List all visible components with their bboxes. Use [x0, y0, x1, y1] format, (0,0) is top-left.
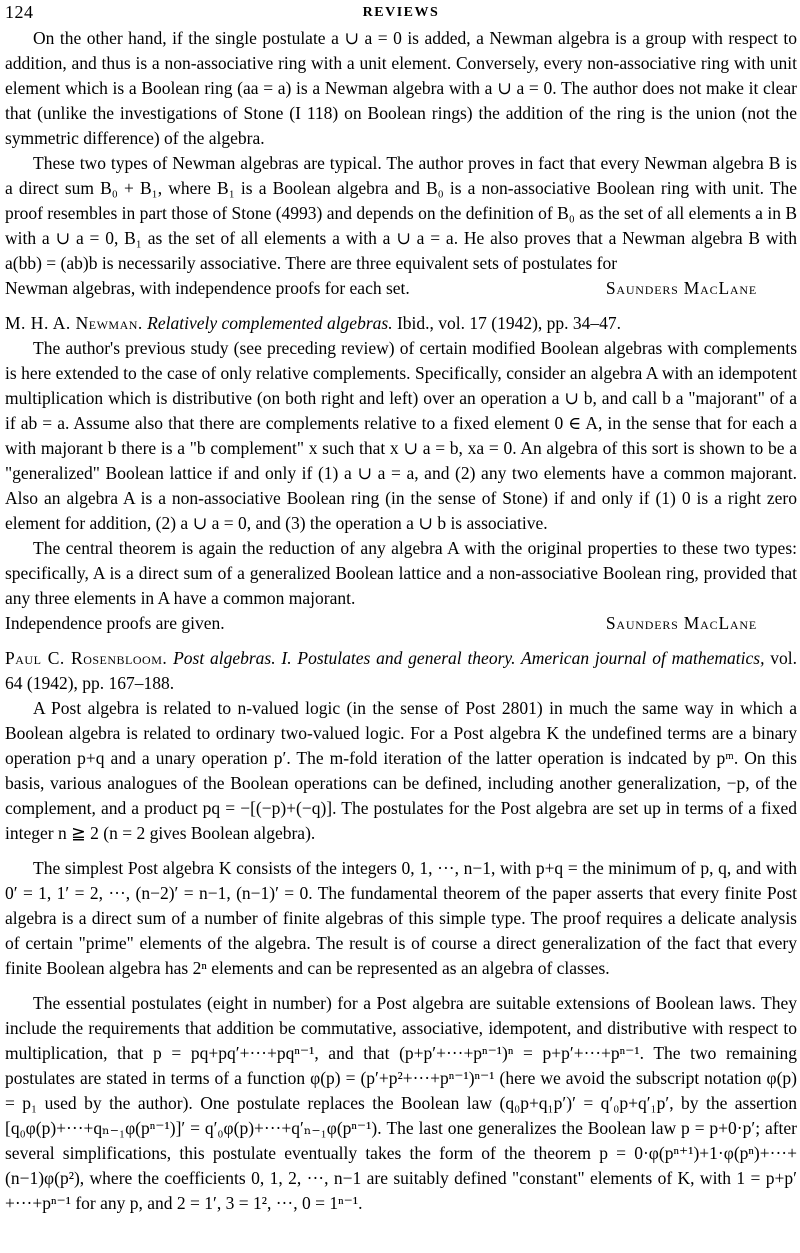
review2-closing-line — [5, 611, 797, 636]
review-post-algebras — [5, 646, 797, 1216]
review3-paragraph-1: A Post algebra is related to n-valued logic (in the sense of Post 2801) in much the same way in which a Boolean algebra is related to ordinary two-valued logic. For a Post algebra K the undefined terms are a binary operation p+q and a unary operation p′. The m-fold iteration of the latter operation is indcated by pᵐ. On this basis, various analogues of the Boolean operations can be defined, including another generalization, −p, of the complement, and a product pq = −[(−p)+(−q)]. The postulates for the Post algebra are set up in terms of a fixed integer n ≧ 2 (n = 2 gives Boolean algebra). — [5, 698, 797, 843]
review2-paragraph-2: The central theorem is again the reduction of any algebra A with the original properties to these two types: specifically, A is a direct sum of a generalized Boolean lattice and a non-associative Boolean ring, provided that any three elements in A have a common majorant. — [5, 538, 797, 608]
page-header — [5, 0, 797, 26]
page-number: 124 — [5, 2, 34, 22]
review1-paragraph-1: On the other hand, if the single postulate a ∪ a = 0 is added, a Newman algebra is a group with respect to addition, and thus is a non-associative ring with a unit element. Conversely, every non-associative ring with unit element which is a Boolean ring (aa = a) is a Newman algebra with a ∪ a = 0. The author does not make it clear that (unlike the investigations of Stone (I 118) on Boolean rings) the addition of the ring is the union (not the symmetric difference) of the algebra. — [5, 28, 797, 148]
review3-author: Paul C. Rosenbloom. — [5, 648, 168, 668]
running-head: REVIEWS — [362, 5, 440, 20]
review2-author: M. H. A. Newman. — [5, 313, 143, 333]
review2-citation: Ibid., vol. 17 (1942), pp. 34–47. — [396, 313, 622, 333]
review1-paragraph-2: These two types of Newman algebras are typical. The author proves in fact that every Newman algebra B is a direct sum B₀ + B₁, where B₁ is a Boolean algebra and B₀ is a non-associative Boolean ring with unit. The proof resembles in part those of Stone (4993) and depends on the definition of B₀ as the set of all elements a in B with a ∪ a = 0, B₁ as the set of all elements a with a ∪ a = a. He also proves that a Newman algebra B with a(bb) = (ab)b is necessarily associative. There are three equivalent sets of postulates for — [5, 153, 797, 273]
review2-title: Relatively complemented algebras. — [147, 313, 393, 333]
review2-signature: Saunders MacLane — [605, 613, 757, 633]
review3-title: Post algebras. I. Postulates and general theory. American journal of mathematics, — [173, 648, 765, 668]
review3-heading — [5, 646, 797, 696]
review1-paragraph-2-end: Newman algebras, with independence proofs for each set. — [5, 278, 410, 298]
review2-heading — [5, 311, 797, 336]
review1-signature: Saunders MacLane — [605, 278, 757, 298]
review3-citation: vol. 64 (1942), pp. 167–188. — [5, 648, 798, 693]
review2-paragraph-1: The author's previous study (see preceding review) of certain modified Boolean algebras with complements is here extended to the case of only relative complements. Specifically, consider an algebra A with an idempotent multiplication which is distributive (on both right and left) over an operation a ∪ b, and call b a "majorant" of a if ab = a. Assume also that there are complements relative to a fixed element 0 ∈ A, in the sense that for each a with majorant b there is a "b complement" x such that x ∪ a = b, xa = 0. An algebra of this sort is shown to be a "generalized" Boolean lattice if and only if (1) a ∪ a = a, and (2) any two elements have a common majorant. Also an algebra A is a non-associative Boolean ring (in the sense of Stone) if and only if (1) 0 is a right zero element for addition, (2) a ∪ a = 0, and (3) the operation a ∪ b is associative. — [5, 338, 797, 533]
review-relatively-complemented-algebras — [5, 311, 797, 636]
review2-paragraph-2-end: Independence proofs are given. — [5, 613, 225, 633]
review3-paragraph-2: The simplest Post algebra K consists of the integers 0, 1, ···, n−1, with p+q = the minimum of p, q, and with 0′ = 1, 1′ = 2, ···, (n−2)′ = n−1, (n−1)′ = 0. The fundamental theorem of the paper asserts that every finite Post algebra is a direct sum of a number of finite algebras of this simple type. The proof requires a delicate analysis of certain "prime" elements of the algebra. The result is of course a direct generalization of the fact that every finite Boolean algebra has 2ⁿ elements and can be represented as an algebra of classes. — [5, 858, 797, 978]
review1-closing-line — [5, 276, 797, 301]
review3-paragraph-3: The essential postulates (eight in number) for a Post algebra are suitable extensions of Boolean laws. They include the requirements that addition be commutative, associative, idempotent, and distributive with respect to multiplication, that p = pq+pq′+···+pqⁿ⁻¹, and that (p+p′+···+pⁿ⁻¹)ⁿ = p+p′+···+pⁿ⁻¹. The two remaining postulates are stated in terms of a function φ(p) = (p′+p²+···+pⁿ⁻¹)ⁿ⁻¹ (here we avoid the subscript notation φ(p) = p₁ used by the author). One postulate replaces the Boolean law (q₀p+q₁p′)′ = q′₀p+q′₁p′, by the assertion [q₀φ(p)+···+qₙ₋₁φ(pⁿ⁻¹)]′ = q′₀φ(p)+···+q′ₙ₋₁φ(pⁿ⁻¹). The last one generalizes the Boolean law p = p+0·p′; after several simplifications, this postulate eventually takes the form of the theorem p = 0·φ(pⁿ⁺¹)+1·φ(pⁿ)+···+(n−1)φ(p²), where the coefficients 0, 1, 2, ···, n−1 are suitably defined "constant" elements of K, with 1 = p+p′+···+pⁿ⁻¹ for any p, and 2 = 1′, 3 = 1², ···, 0 = 1ⁿ⁻¹. — [5, 993, 797, 1213]
review-newman-algebras-continued — [5, 26, 797, 301]
